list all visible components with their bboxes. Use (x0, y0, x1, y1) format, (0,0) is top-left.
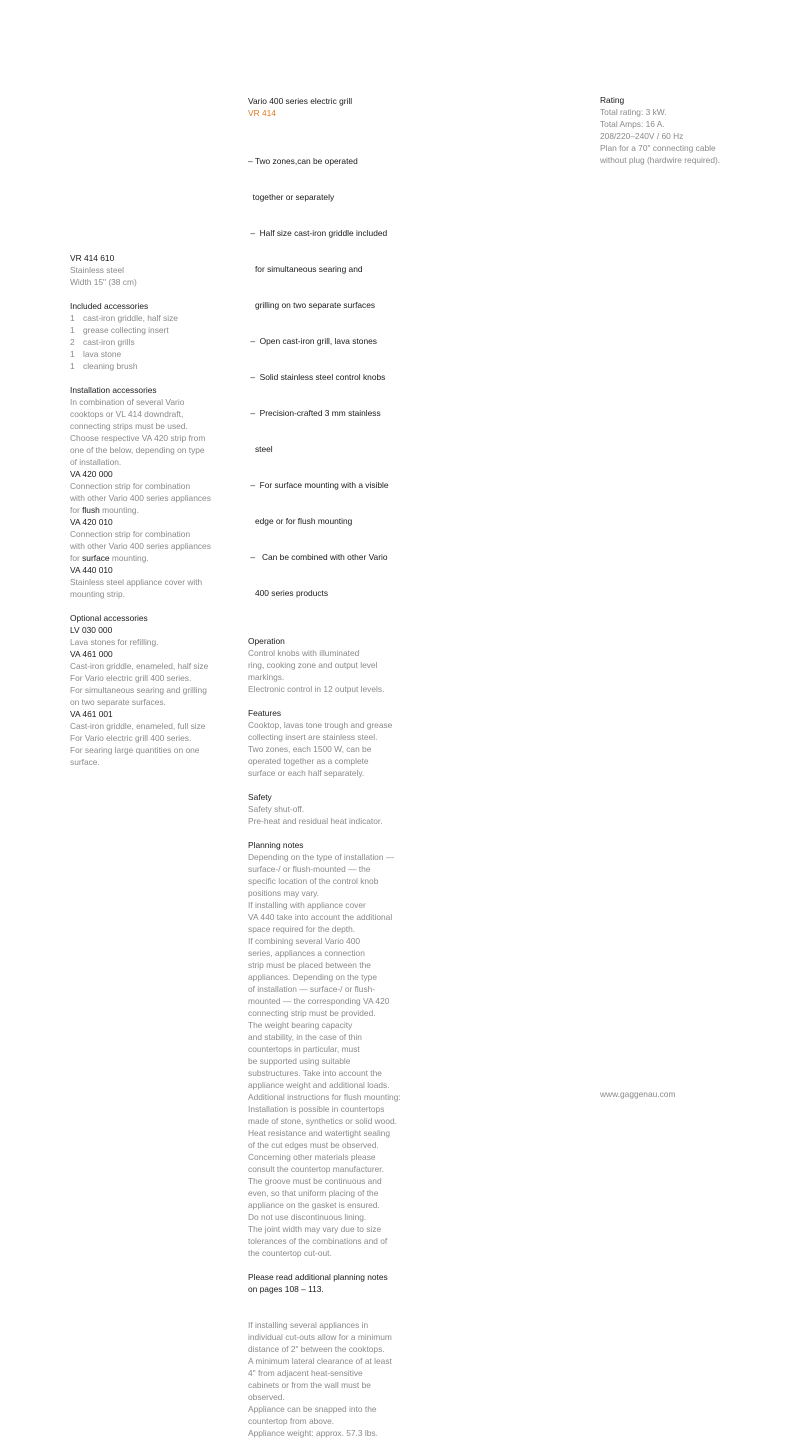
list-item: – Two zones,can be operated (248, 156, 358, 166)
model-code: VR 414 610 (70, 253, 115, 263)
read-more-note: Please read additional planning notes (248, 1272, 388, 1282)
website-link[interactable]: www.gaggenau.com (600, 1089, 676, 1099)
included-list (70, 312, 240, 372)
included-title: Included accessories (70, 301, 149, 311)
va440010-code: VA 440 010 (70, 565, 113, 575)
list-item: 2 cast-iron grills (70, 337, 135, 347)
page-title: VR 414 (248, 108, 276, 118)
list-item: 400 series products (248, 588, 329, 598)
installation-intro: In combination of several Vario cooktops or VL 414 downdraft, connecting strips must be used. Choose respective VA 420 strip from one of the below, depending on type of installation. (70, 397, 206, 467)
list-item: – Can be combined with other Vario (248, 552, 388, 562)
list-item: 1 grease collecting insert (70, 325, 169, 335)
middle-column: Vario 400 series electric grill VR 414 – Two zones,can be operated together or separately – Half size cast-iron griddle included for simultaneous searing and grilling on two separate surfaces – Open cast-iron grill, lava stones – Solid stainless steel control knobs – Precision-crafted 3 mm stainless steel – For surface mounting with a visible edge or for flush mounting – Can be combined with other Vario 400 series products Operation Control knobs with illuminated ring, cooking zone and output level markings. Electronic control in 12 output levels. Features Cooktop, lavas tone trough and grease collecting insert are stainless steel. Two zones, each 1500 W, can be operated together as a complete surface or each half separately. Safety Safety shut-off. Pre-heat and residual heat indicator. Planning notes Depending on the type of installation — surface-/ or flush-mounted — the specific location of the control knob positions may vary. If installing with appliance cover VA 440 take into account the additional space required for the depth. If combining several Vario 400 series, appliances a connection strip must be placed between the appliances. Depending on the type of installation — surface-/ or flush- mounted — the corresponding VA 420 connecting strip must be provided. The weight bearing capacity and stability, in the case of thin countertops in particular, must be supported using suitable substructures. Take into account the appliance weight and additional loads. Additional instructions for flush mounting: Installation is possible in countertops made of stone, synthetics or solid wood. Heat resistance and watertight sealing of the cut edges must be observed. Concerning other materials please consult the countertop manufacturer. The groove must be continuous and even, so that uniform placing of the appliance on the gasket is ensured. Do not use discontinuous lining. The joint width may vary due to size tolerances of the combinations and of the countertop cut-out. Please read additional planning notes on pages 108 – 113. If installing several appliances in individual cut-outs allow for a minimum distance of 2" between the cooktops. A minimum lateral clearance of at least 4" from adjacent heat-sensitive cabinets or from the wall must be observed. Appliance can be snapped into the countertop from above. Appliance weight: approx. 57.3 lbs. (248, 95, 418, 1439)
rating-title: Rating (600, 95, 625, 105)
features-title: Features (248, 708, 282, 718)
installation-title: Installation accessories (70, 385, 157, 395)
width: Width 15" (38 cm) (70, 277, 137, 287)
finish: Stainless steel (70, 265, 124, 275)
list-item: – Precision-crafted 3 mm stainless (248, 408, 381, 418)
va461001-code: VA 461 001 (70, 709, 113, 719)
list-item: – Half size cast-iron griddle included (248, 228, 388, 238)
planning-title: Planning notes (248, 840, 304, 850)
list-item: edge or for flush mounting (248, 516, 353, 526)
list-item: for simultaneous searing and (248, 264, 363, 274)
right-column: Rating Total rating: 3 kW. Total Amps: 16 A. 208/220–240V / 60 Hz Plan for a 70" connecting cable without plug (hardwire required). (600, 94, 780, 166)
left-column: VR 414 610 Stainless steel Width 15" (38 cm) Included accessories 1 cast-iron griddle, half size 1 grease collecting insert 2 cast-iron grills 1 lava stone 1 cleaning brush Installation accessories In combination of several Vario cooktops or VL 414 downdraft, connecting strips must be used. Choose respective VA 420 strip from one of the below, depending on type of installation. VA 420 000 Connection strip for combination with other Vario 400 series appliances for flush mounting. VA 420 010 Connection strip for combination with other Vario 400 series appliances for surface mounting. VA 440 010 Stainless steel appliance cover with mounting strip. Optional accessories LV 030 000 Lava stones for refilling. VA 461 000 Cast-iron griddle, enameled, half size For Vario electric grill 400 series. For simultaneous searing and grilling on two separate surfaces. VA 461 001 Cast-iron griddle, enameled, full size For Vario electric grill 400 series. For searing large quantities on one surface. (70, 252, 240, 768)
list-item: 1 lava stone (70, 349, 122, 359)
optional-title: Optional accessories (70, 613, 148, 623)
list-item: steel (248, 444, 273, 454)
list-item: – Solid stainless steel control knobs (248, 372, 386, 382)
lv030000-code: LV 030 000 (70, 625, 113, 635)
product-line: Vario 400 series electric grill (248, 96, 353, 106)
list-item: together or separately (248, 192, 335, 202)
list-item: grilling on two separate surfaces (248, 300, 376, 310)
va420010-code: VA 420 010 (70, 517, 113, 527)
installation-clearance-notes: If installing several appliances in individual cut-outs allow for a minimum distance of 2" between the cooktops. A minimum lateral clearance of at least 4" from adjacent heat-sensitive cabinets or from the wall must be observed. Appliance can be snapped into the countertop from above. Appliance weight: approx. 57.3 lbs. (248, 1320, 392, 1438)
safety-title: Safety (248, 792, 272, 802)
operation-title: Operation (248, 636, 285, 646)
list-item: – Open cast-iron grill, lava stones (248, 336, 377, 346)
read-more-pages: on pages 108 – 113. (248, 1284, 324, 1294)
feature-bullets (248, 131, 418, 623)
list-item: 1 cast-iron griddle, half size (70, 313, 178, 323)
va461000-code: VA 461 000 (70, 649, 113, 659)
list-item: 1 cleaning brush (70, 361, 138, 371)
va420000-code: VA 420 000 (70, 469, 113, 479)
planning-notes: Depending on the type of installation — surface-/ or flush-mounted — the specific location of the control knob positions may vary. If installing with appliance cover VA 440 take into account the additional space required for the depth. If combining several Vario 400 series, appliances a connection strip must be placed between the appliances. Depending on the type of installation — surface-/ or flush- mounted — the corresponding VA 420 connecting strip must be provided. The weight bearing capacity and stability, in the case of thin countertops in particular, must be supported using suitable substructures. Take into account the appliance weight and additional loads. Additional instructions for flush mounting: Installation is possible in countertops made of stone, synthetics or solid wood. Heat resistance and watertight sealing of the cut edges must be observed. Concerning other materials please consult the countertop manufacturer. The groove must be continuous and even, so that uniform placing of the appliance on the gasket is ensured. Do not use discontinuous lining. The joint width may vary due to size tolerances of the combinations and of the countertop cut-out. (248, 852, 401, 1258)
list-item: – For surface mounting with a visible (248, 480, 389, 490)
